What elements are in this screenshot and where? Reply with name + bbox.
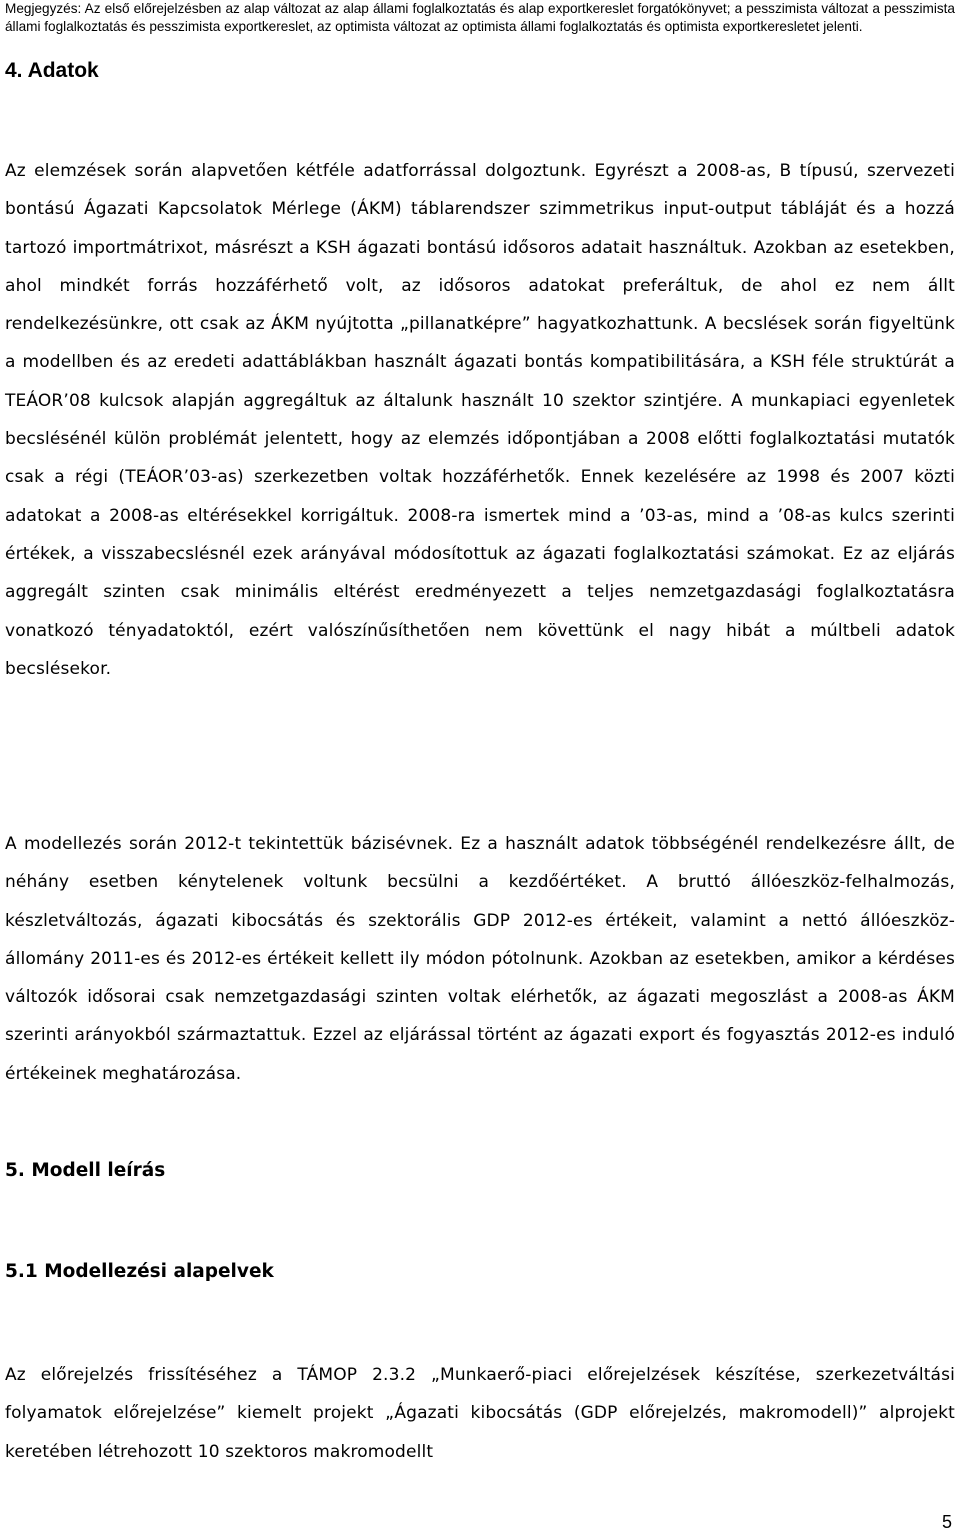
footnote-text: Megjegyzés: Az első előrejelzésben az alap változat az alap állami foglalkoztatás és alap exportkereslet forgatókönyvet; a pesszimista változat a pesszimista állami foglalkoztatás és pesszimista exportkereslet, az optimista változat az optimista állami foglalkoztatás és optimista exportkeresletet jelenti. (5, 1, 955, 35)
paragraph-data-sources: Az elemzések során alapvetően kétféle adatforrással dolgoztunk. Egyrészt a 2008-as, B típusú, szervezeti bontású Ágazati Kapcsolatok Mérlege (ÁKM) táblarendszer szimmetrikus input-output tábláját és a hozzá tartozó importmátrixot, másrészt a KSH ágazati bontású idősoros adatait használtuk. Azokban az esetekben, ahol mindkét forrás hozzáférhető volt, az idősoros adatokat preferáltuk, de ahol ez nem állt rendelkezésünkre, ott csak az ÁKM nyújtotta „pillanatképre” hagyatkozhattunk. A becslések során figyeltünk a modellben és az eredeti adattáblákban használt ágazati bontás kompatibilitására, a KSH féle struktúrát a TEÁOR’08 kulcsok alapján aggregáltuk az általunk használt 10 szektor szintjére. A munkapiaci egyenletek becslésénél külön problémát jelentett, hogy az elemzés időpontjában a 2008 előtti foglalkoztatási mutatók csak a régi (TEÁOR’03-as) szerkezetben voltak hozzáférhetők. Ennek kezelésére az 1998 és 2007 közti adatokat a 2008-as eltérésekkel korrigáltuk. 2008-ra ismertek mind a ’03-as, mind a ’08-as kulcs szerinti értékek, a visszabecslésnél ezek arányával módosítottuk az ágazati foglalkoztatási számokat. Ez az eljárás aggregált szinten csak minimális eltérést eredményezett a teljes nemzetgazdasági foglalkoztatásra vonatkozó tényadatoktól, ezért valószínűsíthetően nem követtünk el nagy hibát a múltbeli adatok becslésekor. (5, 161, 955, 679)
section-5-1-heading: 5.1 Modellezési alapelvek (5, 1261, 274, 1282)
paragraph-base-year: A modellezés során 2012-t tekintettük bázisévnek. Ez a használt adatok többségénél rendelkezésre állt, de néhány esetben kénytelenek voltunk becsülni a kezdőértéket. A bruttó állóeszköz-felhalmozás, készletváltozás, ágazati kibocsátás és szektorális GDP 2012-es értékeit, valamint a nettó állóeszköz-állomány 2011-es és 2012-es értékeit kellett ily módon pótolnunk. Azokban az esetekben, amikor a kérdéses változók idősorai csak nemzetgazdasági szinten voltak elérhetők, az ágazati megoszlást a 2008-as ÁKM szerinti arányokból származtattuk. Ezzel az eljárással történt az ágazati export és fogyasztás 2012-es induló értékeinek meghatározása. (5, 834, 955, 1084)
section-4-heading: 4. Adatok (5, 59, 99, 82)
section-5-heading: 5. Modell leírás (5, 1160, 166, 1181)
paragraph-model-principles: Az előrejelzés frissítéséhez a TÁMOP 2.3.2 „Munkaerő-piaci előrejelzések készítése, szerkezetváltási folyamatok előrejelzése” kiemelt projekt „Ágazati kibocsátás (GDP előrejelzés, makromodell)” alprojekt keretében létrehozott 10 szektoros makromodellt (5, 1365, 955, 1462)
page-number: 5 (941, 1512, 952, 1532)
